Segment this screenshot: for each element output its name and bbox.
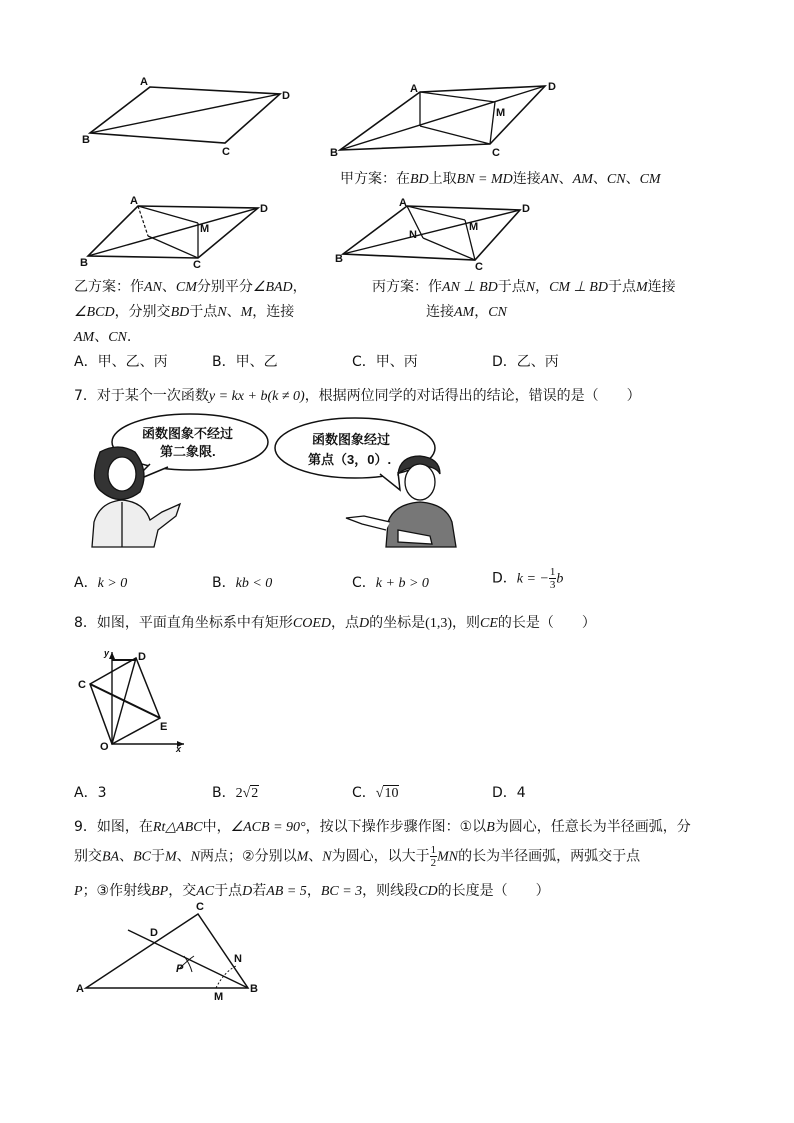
q6-bing-line2: 连接AM，CN [426, 304, 507, 320]
label-y: y [104, 648, 110, 658]
label-B: B [82, 134, 90, 146]
label-B: B [335, 253, 343, 265]
q6-bing-line1: 丙方案：作AN ⊥ BD于点N，CM ⊥ BD于点M连接 [372, 279, 676, 295]
label-A: A [410, 83, 418, 95]
q6-yi-line3: AM、CN. [74, 329, 132, 345]
label-B: B [80, 257, 88, 269]
label-D: D [150, 927, 158, 939]
q7-stem: 7．对于某个一次函数y = kx + b(k ≠ 0)，根据两位同学的对话得出的结论，错误的是（ ） [74, 388, 641, 404]
q7-option-b[interactable]: B．kb < 0 [212, 575, 273, 591]
q7-option-c[interactable]: C．k + b > 0 [352, 575, 429, 591]
figure-coordinate-rectangle [76, 646, 196, 756]
label-A: A [130, 195, 138, 207]
label-A: A [76, 983, 84, 995]
label-D: D [522, 203, 530, 215]
q7-dialogue-illustration [80, 412, 470, 552]
q7-option-a[interactable]: A．k > 0 [74, 575, 128, 591]
label-C: C [196, 901, 204, 913]
label-A: A [140, 76, 148, 88]
label-M: M [496, 107, 506, 119]
q8-option-c[interactable]: C．√10 [352, 785, 399, 801]
label-C: C [492, 147, 500, 159]
bubble-right-line2: 第点（3，0）. [308, 452, 392, 467]
fraction-one-third: $\frac{1}{3}$ [549, 566, 556, 591]
label-D: D [282, 90, 290, 102]
bubble-left-line2: 第二象限. [160, 444, 216, 459]
q6-option-a[interactable]: A．甲、乙、丙 [74, 354, 168, 370]
q9-stem-line2: 别交BA、BC于M、N两点；②分别以M、N为圆心，以大于 $\frac{1}{2}$ MN的长为半径画弧，两弧交于点 [74, 844, 641, 869]
label-B: B [250, 983, 258, 995]
bubble-left-line1: 函数图象不经过 [142, 426, 234, 441]
label-D: D [260, 203, 268, 215]
label-C: C [78, 679, 86, 691]
q6-option-d[interactable]: D．乙、丙 [492, 354, 559, 370]
label-N: N [409, 229, 417, 241]
bubble-right-line1: 函数图象经过 [312, 432, 391, 447]
q6-option-b[interactable]: B．甲、乙 [212, 354, 278, 370]
q7-option-d[interactable]: D．k = − $\frac{1}{3}$ b [492, 566, 564, 591]
figure-parallelogram-bing [335, 197, 535, 273]
label-C: C [475, 261, 483, 273]
q6-yi-line2: ∠BCD，分别交BD于点N、M，连接 [74, 304, 295, 320]
q6-option-c[interactable]: C．甲、丙 [352, 354, 418, 370]
label-C: C [222, 146, 230, 158]
label-M: M [469, 221, 479, 233]
figure-parallelogram-yi [80, 195, 280, 271]
q8-stem: 8．如图，平面直角坐标系中有矩形COED，点D的坐标是(1,3)，则CE的长是（ ） [74, 615, 596, 631]
label-C: C [193, 259, 201, 271]
label-D: D [138, 651, 146, 663]
q8-option-b[interactable]: B．2√2 [212, 785, 259, 801]
q6-yi-line1: 乙方案：作AN、CM分别平分∠BAD， [74, 279, 307, 295]
label-E: E [160, 721, 168, 733]
figure-right-triangle-construction [76, 900, 276, 1005]
q8-option-a[interactable]: A．3 [74, 785, 107, 801]
q9-stem-line1: 9．如图，在Rt△ABC中，∠ACB = 90°，按以下操作步骤作图：①以B为圆心，任意长为半径画弧，分 [74, 819, 691, 835]
label-M: M [214, 991, 224, 1003]
figure-parallelogram-jia [330, 80, 560, 160]
q6-jia-text: 甲方案：在BD上取BN = MD连接AN、AM、CN、CM [340, 171, 661, 187]
label-D: D [548, 81, 556, 93]
label-O: O [100, 741, 109, 753]
q8-option-d[interactable]: D．4 [492, 785, 526, 801]
label-P: P [176, 963, 184, 975]
label-N: N [234, 953, 242, 965]
label-A: A [399, 197, 407, 209]
q9-stem-line3: P；③作射线BP，交AC于点D若AB = 5，BC = 3，则线段CD的长度是（ ） [74, 883, 550, 899]
label-x: x [176, 744, 182, 754]
fraction-one-half: $\frac{1}{2}$ [430, 844, 437, 869]
figure-parallelogram-1 [80, 75, 300, 158]
label-M: M [200, 223, 210, 235]
label-B: B [330, 147, 338, 159]
